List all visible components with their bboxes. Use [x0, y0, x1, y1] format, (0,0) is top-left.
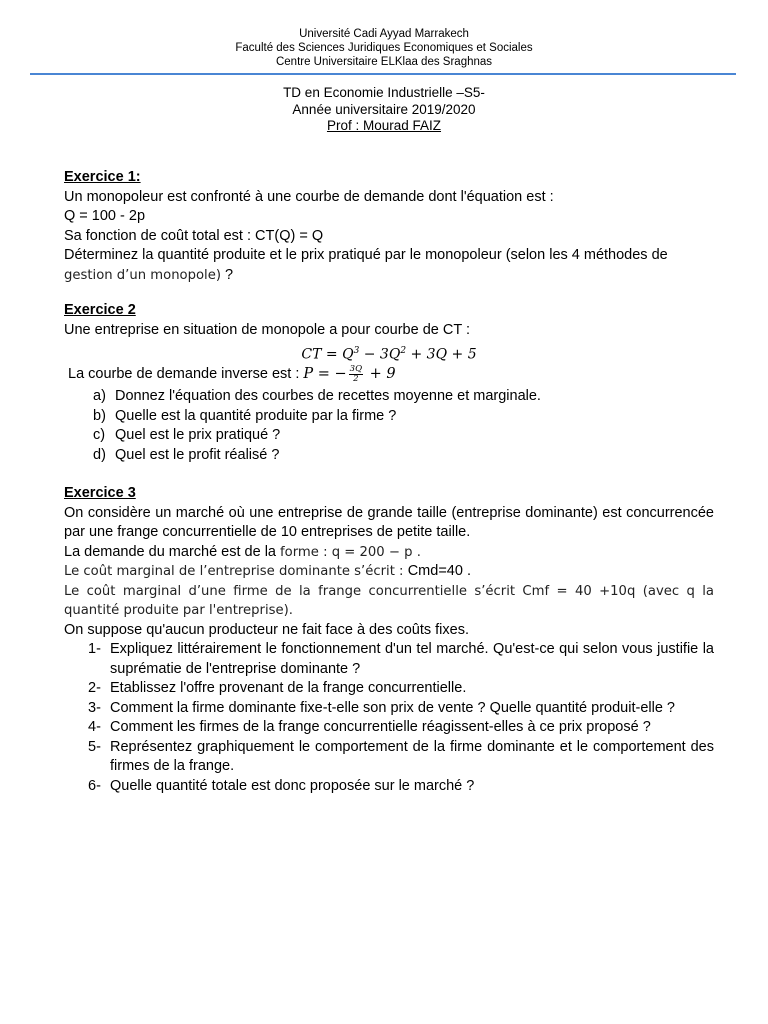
institution-header	[0, 27, 768, 69]
list-item: 1- Expliquez littérairement le fonctionnement d'un tel marché. Qu'est-ce qui selon vous justifie la suprématie de l'entreprise dominante ?	[88, 641, 714, 677]
exercise-1-cost: Sa fonction de coût total est : CT(Q) = Q	[64, 227, 324, 244]
exercise-1-title: Exercice 1:	[64, 169, 141, 185]
exercise-1	[64, 168, 714, 285]
list-item: b) Quelle est la quantité produite par la firme ?	[93, 407, 397, 424]
exercise-1-methods: gestion d’un monopole)	[64, 267, 221, 283]
header-faculty: Faculté des Sciences Juridiques Economiques et Sociales	[235, 42, 533, 54]
market-demand-line: La demande du marché est de la forme : q = 200 − p .	[64, 543, 421, 560]
list-item: 2- Etablissez l'offre provenant de la frange concurrentielle.	[88, 680, 467, 696]
exercise-1-line: Un monopoleur est confronté à une courbe de demande dont l'équation est :	[64, 188, 554, 205]
list-item: a) Donnez l'équation des courbes de recettes moyenne et marginale.	[93, 388, 541, 404]
exercise-1-demand: Q = 100 - 2p	[64, 208, 146, 224]
exercise-3-intro: On considère un marché où une entreprise de grande taille (entreprise dominante) est concurrencée par une frange concurrentielle de 10 entreprises de petite taille.	[64, 504, 714, 540]
title-year: Année universitaire 2019/2020	[292, 101, 476, 117]
list-item: 5- Représentez graphiquement le comportement de la firme dominante et le comportement des firmes de la frange.	[88, 738, 714, 774]
list-item: c) Quel est le prix pratiqué ?	[93, 427, 281, 443]
document-title	[0, 85, 768, 135]
exercise-2-questions	[64, 387, 714, 465]
list-item: 6- Quelle quantité totale est donc proposée sur le marché ?	[88, 777, 475, 794]
exercise-3-questions	[64, 640, 714, 796]
inverse-demand-formula: P = − $\frac{3Q}{2}$ + 9	[303, 363, 396, 384]
exercise-2-title: Exercice 2	[64, 302, 136, 318]
cost-function-formula: CT = $Q^3 - 3Q^2 + 3Q + 5$	[301, 346, 477, 363]
fixed-cost-line: On suppose qu'aucun producteur ne fait face à des coûts fixes.	[64, 621, 469, 638]
list-item: d) Quel est le profit réalisé ?	[93, 446, 280, 463]
exercise-1-question: Déterminez la quantité produite et le prix pratiqué par le monopoleur (selon les 4 méthodes de	[64, 247, 668, 263]
header-centre: Centre Universitaire ELKlaa des Sraghnas	[275, 56, 493, 68]
exercise-3-title: Exercice 3	[64, 485, 136, 501]
fraction: $\frac{3Q}{2}$	[349, 363, 363, 384]
dominant-cost-line: Le coût marginal de l’entreprise dominante s’écrit : Cmd=40 .	[64, 563, 471, 579]
exercise-2	[64, 301, 714, 465]
exercise-2-intro: Une entreprise en situation de monopole a pour courbe de CT :	[64, 321, 470, 338]
fringe-cost-line: Le coût marginal d’une firme de la frange concurrentielle s’écrit Cmf = 40 +10q (avec q la quantité produite par l'entreprise).	[64, 583, 714, 618]
title-professor: Prof : Mourad FAIZ	[326, 118, 442, 133]
list-item: 4- Comment les firmes de la frange concurrentielle réagissent-elles à ce prix proposé ?	[88, 719, 651, 735]
title-course: TD en Economie Industrielle –S5-	[283, 85, 485, 100]
exercise-1-question-end: gestion d’un monopole) ?	[64, 266, 234, 283]
list-item: 3- Comment la firme dominante fixe-t-elle son prix de vente ? Quelle quantité produit-elle ?	[88, 699, 675, 716]
exercise-3	[64, 484, 714, 796]
header-divider	[30, 73, 736, 75]
inverse-demand-line: La courbe de demande inverse est : P = − $\frac{3Q}{2}$ + 9	[68, 363, 396, 384]
header-university: Université Cadi Ayyad Marrakech	[299, 28, 469, 40]
